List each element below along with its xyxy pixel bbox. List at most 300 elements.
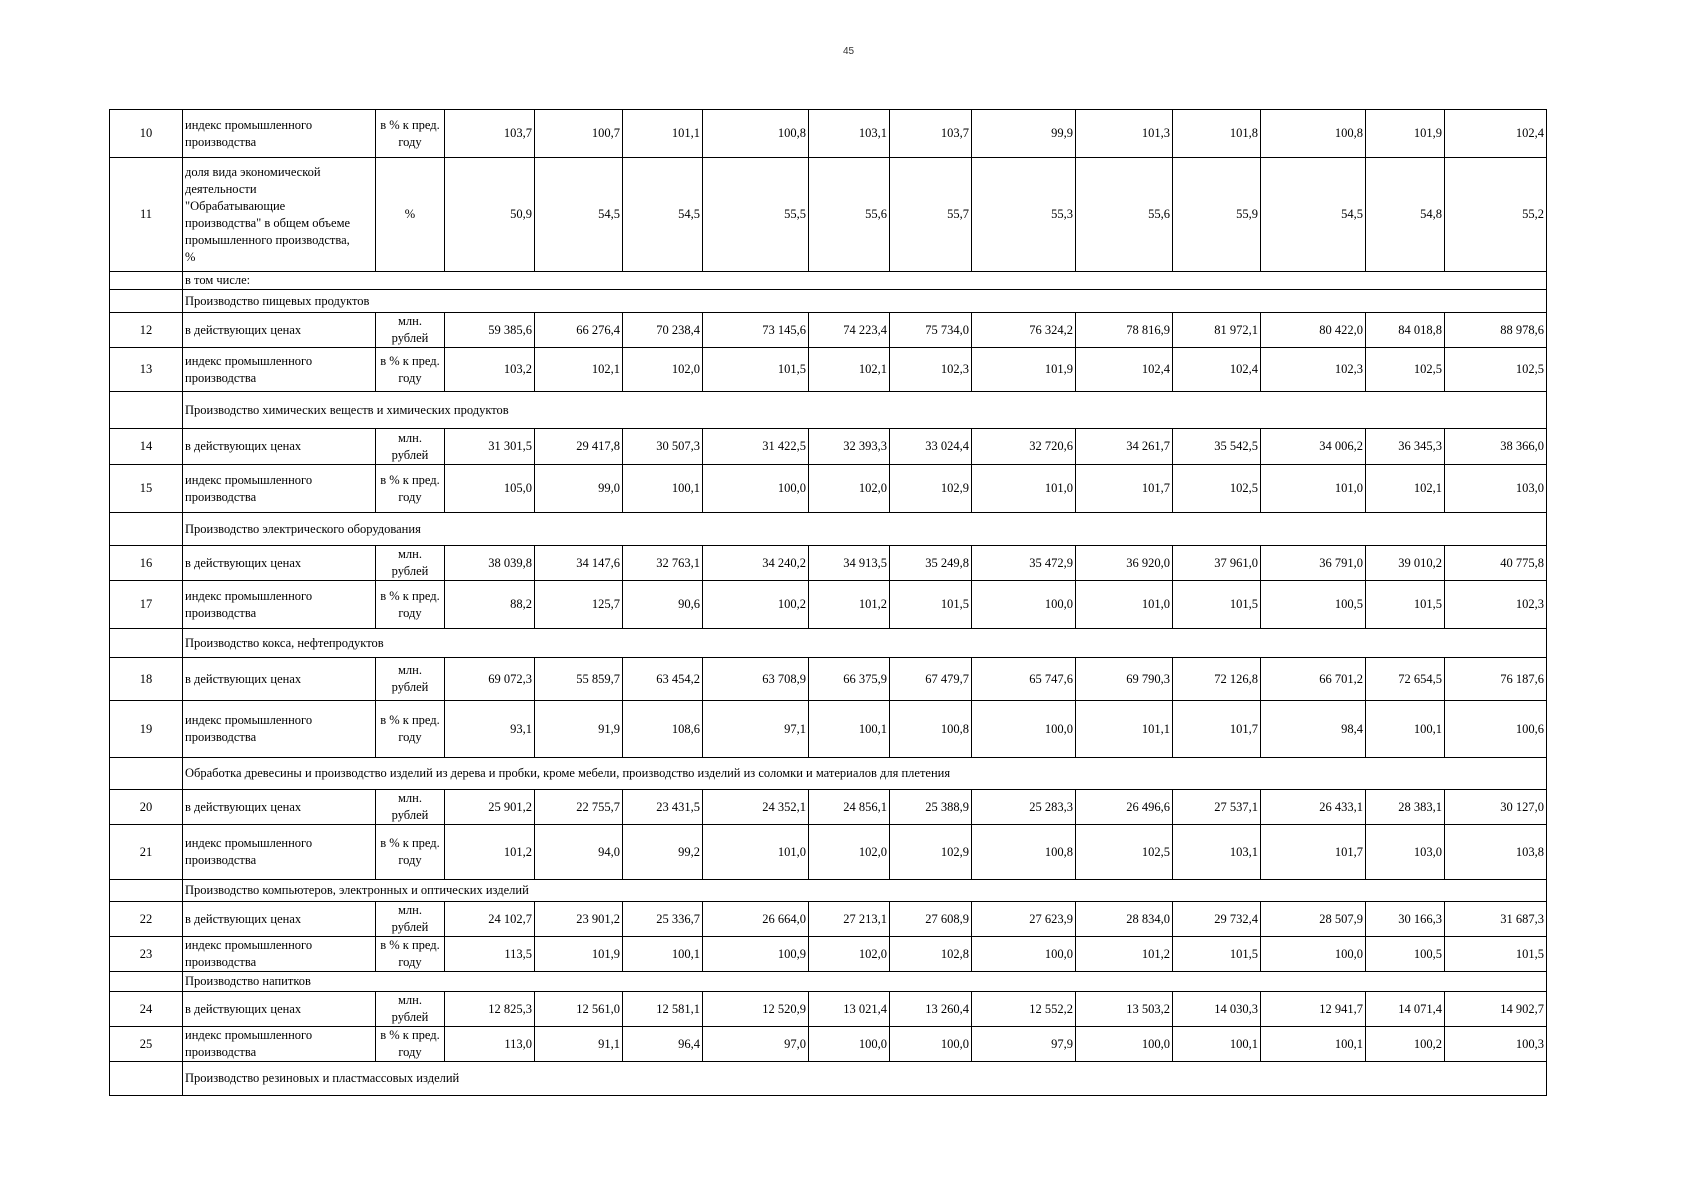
unit-cell: [376, 790, 445, 825]
value-cell: 35 542,5: [1173, 429, 1261, 465]
text-line: в действующих ценах: [185, 911, 302, 926]
value-cell: 91,1: [535, 1027, 623, 1062]
table-row: [110, 110, 1547, 158]
table-row: [110, 465, 1547, 513]
text-line: индекс промышленного: [185, 1028, 313, 1042]
value-cell: 76 187,6: [1445, 658, 1547, 701]
value-cell: 100,7: [535, 110, 623, 158]
value-cell: 37 961,0: [1173, 546, 1261, 581]
value-cell: 100,1: [623, 465, 703, 513]
text-line: в действующих ценах: [185, 799, 302, 814]
unit-cell: [376, 546, 445, 581]
text-line: рублей: [391, 331, 429, 345]
value-cell: 73 145,6: [703, 313, 809, 348]
value-cell: 28 507,9: [1261, 902, 1366, 937]
value-cell: 100,0: [1076, 1027, 1173, 1062]
value-cell: 67 479,7: [890, 658, 972, 701]
table-row: [110, 992, 1547, 1027]
indicator-name: [183, 429, 376, 465]
value-cell: 33 024,4: [890, 429, 972, 465]
value-cell: 102,0: [809, 825, 890, 880]
value-cell: 55,6: [809, 158, 890, 272]
row-number: 23: [110, 937, 183, 972]
value-cell: 101,7: [1173, 701, 1261, 758]
row-number-cell: [110, 513, 183, 546]
text-line: производства" в общем объеме: [185, 215, 351, 230]
unit-cell: [376, 1027, 445, 1062]
unit-cell: [376, 158, 445, 272]
text-line: млн.: [398, 993, 422, 1007]
value-cell: 12 581,1: [623, 992, 703, 1027]
value-cell: 34 147,6: [535, 546, 623, 581]
text-line: млн.: [398, 547, 422, 561]
value-cell: 35 472,9: [972, 546, 1076, 581]
value-cell: 101,0: [703, 825, 809, 880]
indicator-name: [183, 158, 376, 272]
row-number: 13: [110, 348, 183, 392]
value-cell: 13 021,4: [809, 992, 890, 1027]
value-cell: 102,3: [1261, 348, 1366, 392]
value-cell: 103,2: [445, 348, 535, 392]
value-cell: 25 901,2: [445, 790, 535, 825]
indicator-name: [183, 1027, 376, 1062]
value-cell: 100,0: [1261, 937, 1366, 972]
value-cell: 100,8: [703, 110, 809, 158]
value-cell: 54,5: [535, 158, 623, 272]
section-header-row: [110, 880, 1547, 902]
value-cell: 26 664,0: [703, 902, 809, 937]
value-cell: 27 623,9: [972, 902, 1076, 937]
value-cell: 26 496,6: [1076, 790, 1173, 825]
text-line: деятельности: [185, 181, 257, 196]
section-header-row: [110, 629, 1547, 658]
value-cell: 102,5: [1366, 348, 1445, 392]
value-cell: 55,6: [1076, 158, 1173, 272]
value-cell: 102,3: [1445, 581, 1547, 629]
value-cell: 38 366,0: [1445, 429, 1547, 465]
value-cell: 103,8: [1445, 825, 1547, 880]
value-cell: 12 941,7: [1261, 992, 1366, 1027]
text-line: в % к пред.: [380, 588, 440, 603]
value-cell: 70 238,4: [623, 313, 703, 348]
value-cell: 105,0: [445, 465, 535, 513]
value-cell: 101,9: [1366, 110, 1445, 158]
value-cell: 14 902,7: [1445, 992, 1547, 1027]
indicator-name: [183, 581, 376, 629]
value-cell: 103,1: [809, 110, 890, 158]
value-cell: 12 520,9: [703, 992, 809, 1027]
value-cell: 30 166,3: [1366, 902, 1445, 937]
row-number-cell: [110, 629, 183, 658]
text-line: в % к пред.: [380, 472, 440, 487]
value-cell: 29 417,8: [535, 429, 623, 465]
table-row: [110, 348, 1547, 392]
section-header-row: [110, 392, 1547, 429]
value-cell: 102,8: [890, 937, 972, 972]
text-line: индекс промышленного: [185, 938, 313, 952]
value-cell: 100,8: [1261, 110, 1366, 158]
text-line: индекс промышленного: [185, 836, 313, 850]
value-cell: 63 708,9: [703, 658, 809, 701]
value-cell: 100,8: [890, 701, 972, 758]
text-line: производства: [185, 605, 257, 620]
row-number-cell: [110, 290, 183, 313]
value-cell: 32 393,3: [809, 429, 890, 465]
row-number: 25: [110, 1027, 183, 1062]
text-line: "Обрабатывающие: [185, 198, 286, 213]
value-cell: 34 913,5: [809, 546, 890, 581]
value-cell: 96,4: [623, 1027, 703, 1062]
table-row: [110, 701, 1547, 758]
row-number: 18: [110, 658, 183, 701]
indicator-name: [183, 110, 376, 158]
unit-cell: [376, 658, 445, 701]
section-header-row: [110, 513, 1547, 546]
value-cell: 103,7: [445, 110, 535, 158]
value-cell: 32 763,1: [623, 546, 703, 581]
section-title: Производство напитков: [183, 972, 1547, 992]
value-cell: 101,2: [1076, 937, 1173, 972]
section-title: Производство кокса, нефтепродуктов: [183, 629, 1547, 658]
row-number-cell: [110, 972, 183, 992]
value-cell: 100,0: [890, 1027, 972, 1062]
indicator-name: [183, 313, 376, 348]
section-header-row: [110, 972, 1547, 992]
section-title: Производство химических веществ и химических продуктов: [183, 392, 1547, 429]
text-line: производства: [185, 853, 257, 867]
value-cell: 102,5: [1076, 825, 1173, 880]
indicator-name: [183, 825, 376, 880]
value-cell: 100,5: [1261, 581, 1366, 629]
text-line: индекс промышленного: [185, 117, 313, 132]
row-number: 11: [110, 158, 183, 272]
value-cell: 12 552,2: [972, 992, 1076, 1027]
value-cell: 90,6: [623, 581, 703, 629]
value-cell: 100,0: [972, 581, 1076, 629]
indicator-name: [183, 992, 376, 1027]
value-cell: 88,2: [445, 581, 535, 629]
row-number-cell: [110, 880, 183, 902]
text-line: рублей: [391, 680, 429, 694]
text-line: в действующих ценах: [185, 1001, 302, 1016]
indicator-name: [183, 348, 376, 392]
indicators-table: [109, 109, 1547, 1096]
value-cell: 30 127,0: [1445, 790, 1547, 825]
value-cell: 34 261,7: [1076, 429, 1173, 465]
section-header-row: [110, 272, 1547, 290]
value-cell: 100,0: [972, 937, 1076, 972]
value-cell: 97,1: [703, 701, 809, 758]
value-cell: 101,9: [972, 348, 1076, 392]
value-cell: 100,9: [703, 937, 809, 972]
row-number: 20: [110, 790, 183, 825]
value-cell: 102,4: [1445, 110, 1547, 158]
value-cell: 66 375,9: [809, 658, 890, 701]
value-cell: 24 102,7: [445, 902, 535, 937]
table-row: [110, 158, 1547, 272]
value-cell: 69 790,3: [1076, 658, 1173, 701]
table-row: [110, 790, 1547, 825]
text-line: рублей: [391, 920, 429, 934]
value-cell: 101,0: [1261, 465, 1366, 513]
value-cell: 31 301,5: [445, 429, 535, 465]
text-line: производства: [185, 1045, 257, 1059]
value-cell: 100,1: [1261, 1027, 1366, 1062]
value-cell: 100,0: [972, 701, 1076, 758]
value-cell: 113,0: [445, 1027, 535, 1062]
table-row: [110, 658, 1547, 701]
value-cell: 103,0: [1445, 465, 1547, 513]
indicator-name: [183, 790, 376, 825]
text-line: производства: [185, 730, 257, 744]
value-cell: 26 433,1: [1261, 790, 1366, 825]
value-cell: 101,7: [1261, 825, 1366, 880]
text-line: производства: [185, 489, 257, 504]
section-header-row: [110, 290, 1547, 313]
text-line: индекс промышленного: [185, 588, 313, 603]
value-cell: 14 071,4: [1366, 992, 1445, 1027]
indicator-name: [183, 658, 376, 701]
value-cell: 28 383,1: [1366, 790, 1445, 825]
value-cell: 36 920,0: [1076, 546, 1173, 581]
text-line: рублей: [391, 447, 429, 462]
text-line: %: [185, 249, 196, 264]
value-cell: 101,3: [1076, 110, 1173, 158]
text-line: в действующих ценах: [185, 555, 302, 570]
value-cell: 12 561,0: [535, 992, 623, 1027]
section-header-row: [110, 758, 1547, 790]
text-line: млн.: [398, 314, 422, 328]
page-number: 45: [842, 46, 855, 57]
unit-cell: [376, 465, 445, 513]
value-cell: 65 747,6: [972, 658, 1076, 701]
value-cell: 23 901,2: [535, 902, 623, 937]
table-row: [110, 1027, 1547, 1062]
value-cell: 31 687,3: [1445, 902, 1547, 937]
text-line: млн.: [398, 791, 422, 805]
section-header-row: [110, 1062, 1547, 1096]
value-cell: 100,2: [703, 581, 809, 629]
unit-cell: [376, 581, 445, 629]
unit-cell: [376, 825, 445, 880]
value-cell: 100,8: [972, 825, 1076, 880]
row-number-cell: [110, 272, 183, 290]
table-row: [110, 429, 1547, 465]
text-line: в действующих ценах: [185, 322, 302, 337]
value-cell: 102,4: [1076, 348, 1173, 392]
text-line: году: [398, 1045, 422, 1059]
value-cell: 102,9: [890, 465, 972, 513]
value-cell: 99,9: [972, 110, 1076, 158]
value-cell: 24 856,1: [809, 790, 890, 825]
value-cell: 101,5: [1173, 937, 1261, 972]
value-cell: 14 030,3: [1173, 992, 1261, 1027]
value-cell: 55,3: [972, 158, 1076, 272]
value-cell: 94,0: [535, 825, 623, 880]
value-cell: 100,6: [1445, 701, 1547, 758]
indicator-name: [183, 465, 376, 513]
value-cell: 101,5: [1173, 581, 1261, 629]
value-cell: 76 324,2: [972, 313, 1076, 348]
unit-cell: [376, 992, 445, 1027]
table-row: [110, 581, 1547, 629]
value-cell: 40 775,8: [1445, 546, 1547, 581]
value-cell: 102,5: [1173, 465, 1261, 513]
value-cell: 100,2: [1366, 1027, 1445, 1062]
value-cell: 102,5: [1445, 348, 1547, 392]
value-cell: 100,1: [623, 937, 703, 972]
value-cell: 72 126,8: [1173, 658, 1261, 701]
value-cell: 54,5: [623, 158, 703, 272]
value-cell: 101,9: [535, 937, 623, 972]
text-line: доля вида экономической: [185, 164, 321, 179]
row-number: 22: [110, 902, 183, 937]
text-line: рублей: [391, 564, 429, 578]
value-cell: 100,3: [1445, 1027, 1547, 1062]
text-line: рублей: [391, 808, 429, 822]
value-cell: 100,0: [703, 465, 809, 513]
text-line: в % к пред.: [380, 713, 440, 727]
value-cell: 25 336,7: [623, 902, 703, 937]
value-cell: 35 249,8: [890, 546, 972, 581]
text-line: году: [398, 134, 422, 149]
text-line: в % к пред.: [380, 836, 440, 850]
value-cell: 66 701,2: [1261, 658, 1366, 701]
section-title: Производство электрического оборудования: [183, 513, 1547, 546]
value-cell: 101,1: [1076, 701, 1173, 758]
value-cell: 80 422,0: [1261, 313, 1366, 348]
text-line: году: [398, 370, 422, 385]
value-cell: 101,2: [445, 825, 535, 880]
value-cell: 36 345,3: [1366, 429, 1445, 465]
value-cell: 84 018,8: [1366, 313, 1445, 348]
value-cell: 22 755,7: [535, 790, 623, 825]
indicator-name: [183, 701, 376, 758]
row-number-cell: [110, 1062, 183, 1096]
text-line: году: [398, 955, 422, 969]
value-cell: 75 734,0: [890, 313, 972, 348]
value-cell: 97,0: [703, 1027, 809, 1062]
value-cell: 102,0: [809, 937, 890, 972]
section-title: Производство пищевых продуктов: [183, 290, 1547, 313]
value-cell: 102,0: [809, 465, 890, 513]
value-cell: 34 240,2: [703, 546, 809, 581]
row-number: 17: [110, 581, 183, 629]
unit-cell: [376, 348, 445, 392]
value-cell: 36 791,0: [1261, 546, 1366, 581]
value-cell: 25 388,9: [890, 790, 972, 825]
text-line: производства: [185, 370, 257, 385]
row-number: 19: [110, 701, 183, 758]
row-number: 15: [110, 465, 183, 513]
value-cell: 99,2: [623, 825, 703, 880]
value-cell: 100,1: [1173, 1027, 1261, 1062]
indicator-name: [183, 937, 376, 972]
text-line: индекс промышленного: [185, 713, 313, 727]
value-cell: 100,0: [809, 1027, 890, 1062]
text-line: рублей: [391, 1010, 429, 1024]
text-line: промышленного производства,: [185, 232, 350, 247]
value-cell: 101,5: [703, 348, 809, 392]
value-cell: 100,5: [1366, 937, 1445, 972]
value-cell: 113,5: [445, 937, 535, 972]
value-cell: 93,1: [445, 701, 535, 758]
value-cell: 29 732,4: [1173, 902, 1261, 937]
value-cell: 101,5: [1366, 581, 1445, 629]
value-cell: 103,0: [1366, 825, 1445, 880]
section-title: в том числе:: [183, 272, 1547, 290]
value-cell: 101,1: [623, 110, 703, 158]
value-cell: 34 006,2: [1261, 429, 1366, 465]
value-cell: 101,0: [972, 465, 1076, 513]
text-line: в действующих ценах: [185, 671, 302, 686]
value-cell: 101,5: [890, 581, 972, 629]
value-cell: 30 507,3: [623, 429, 703, 465]
value-cell: 72 654,5: [1366, 658, 1445, 701]
value-cell: 91,9: [535, 701, 623, 758]
value-cell: 27 608,9: [890, 902, 972, 937]
row-number: 10: [110, 110, 183, 158]
value-cell: 27 537,1: [1173, 790, 1261, 825]
value-cell: 54,8: [1366, 158, 1445, 272]
value-cell: 97,9: [972, 1027, 1076, 1062]
text-line: в % к пред.: [380, 353, 440, 368]
text-line: млн.: [398, 430, 422, 445]
text-line: в действующих ценах: [185, 439, 302, 453]
text-line: году: [398, 605, 422, 620]
indicator-name: [183, 546, 376, 581]
value-cell: 81 972,1: [1173, 313, 1261, 348]
value-cell: 55,9: [1173, 158, 1261, 272]
value-cell: 13 260,4: [890, 992, 972, 1027]
value-cell: 102,1: [535, 348, 623, 392]
value-cell: 101,2: [809, 581, 890, 629]
value-cell: 28 834,0: [1076, 902, 1173, 937]
value-cell: 63 454,2: [623, 658, 703, 701]
indicator-name: [183, 902, 376, 937]
value-cell: 101,8: [1173, 110, 1261, 158]
value-cell: 54,5: [1261, 158, 1366, 272]
value-cell: 31 422,5: [703, 429, 809, 465]
value-cell: 102,1: [809, 348, 890, 392]
table-row: [110, 313, 1547, 348]
unit-cell: [376, 313, 445, 348]
text-line: в % к пред.: [380, 117, 440, 132]
table-row: [110, 825, 1547, 880]
value-cell: 69 072,3: [445, 658, 535, 701]
value-cell: 100,1: [809, 701, 890, 758]
table-row: [110, 902, 1547, 937]
value-cell: 74 223,4: [809, 313, 890, 348]
text-line: году: [398, 489, 422, 504]
value-cell: 38 039,8: [445, 546, 535, 581]
text-line: млн.: [398, 903, 422, 917]
text-line: в % к пред.: [380, 1028, 440, 1042]
value-cell: 102,3: [890, 348, 972, 392]
value-cell: 24 352,1: [703, 790, 809, 825]
text-line: в % к пред.: [380, 938, 440, 952]
section-title: Производство резиновых и пластмассовых изделий: [183, 1062, 1547, 1096]
unit-cell: [376, 701, 445, 758]
row-number: 21: [110, 825, 183, 880]
value-cell: 125,7: [535, 581, 623, 629]
row-number-cell: [110, 392, 183, 429]
unit-cell: [376, 429, 445, 465]
value-cell: 99,0: [535, 465, 623, 513]
value-cell: 32 720,6: [972, 429, 1076, 465]
value-cell: 108,6: [623, 701, 703, 758]
value-cell: 103,7: [890, 110, 972, 158]
